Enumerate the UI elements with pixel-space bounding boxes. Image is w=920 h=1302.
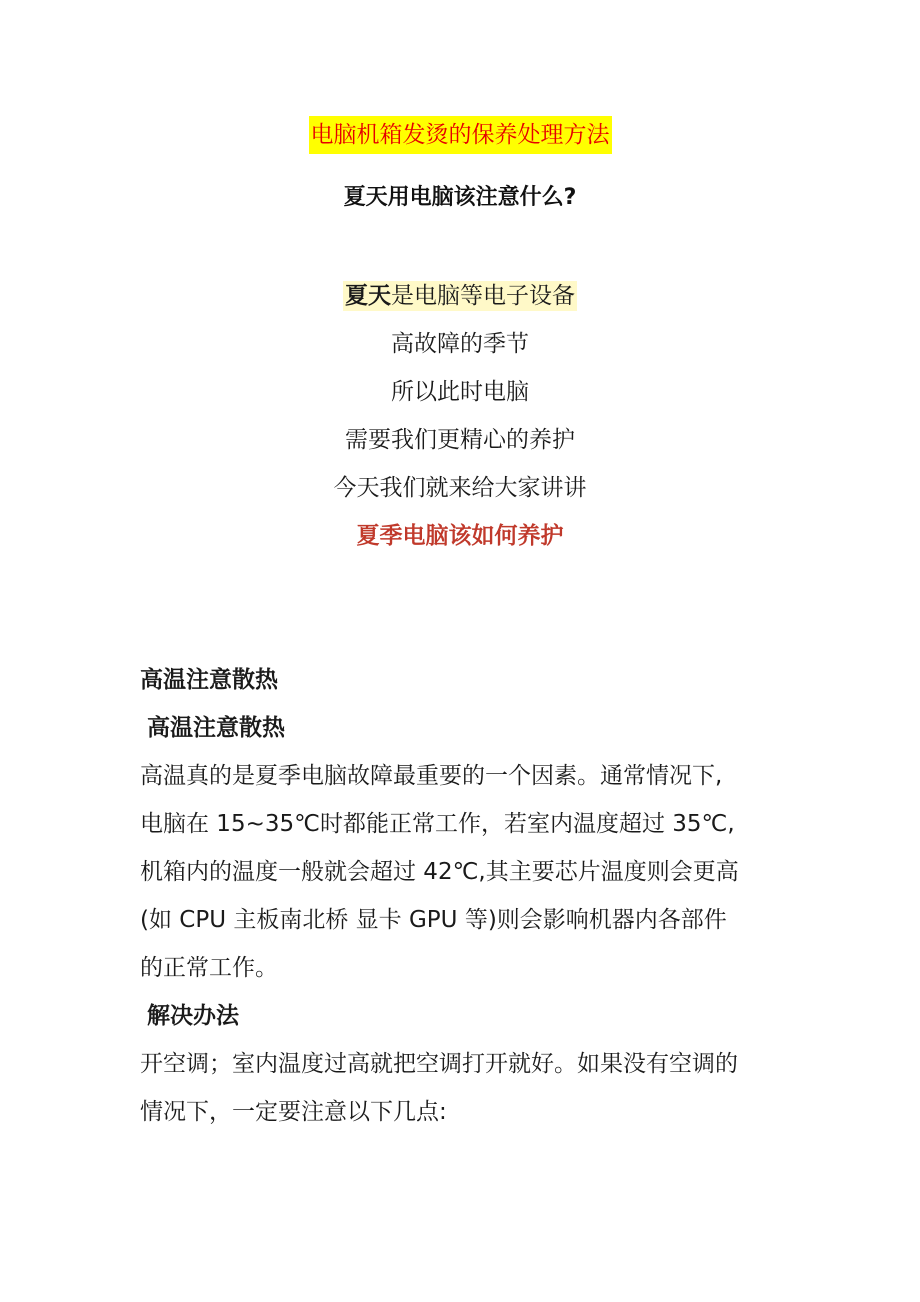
intro-line: 高故障的季节	[391, 331, 529, 357]
paragraph-line: 电脑在 15~35℃时都能正常工作，若室内温度超过 35℃,	[140, 811, 735, 837]
paragraph-line: 机箱内的温度一般就会超过 42℃,其主要芯片温度则会更高	[140, 859, 739, 885]
intro-line-1	[0, 272, 920, 320]
solution-line: 开空调；室内温度过高就把空调打开就好。如果没有空调的	[140, 1051, 738, 1077]
section-heat	[140, 656, 800, 1136]
intro-block	[0, 272, 920, 560]
paragraph-line: 高温真的是夏季电脑故障最重要的一个因素。通常情况下,	[140, 763, 723, 789]
paragraph-line: 的正常工作。	[140, 955, 278, 981]
intro-first-rest: 是电脑等电子设备	[391, 283, 575, 309]
intro-line: 今天我们就来给大家讲讲	[333, 475, 587, 501]
section-subheading: 高温注意散热	[147, 715, 285, 741]
document-title	[0, 116, 920, 154]
solution-line: 情况下，一定要注意以下几点:	[140, 1099, 447, 1125]
document-subtitle: 夏天用电脑该注意什么?	[343, 185, 577, 210]
intro-line: 所以此时电脑	[391, 379, 529, 405]
title-highlighted-text: 电脑机箱发烫的保养处理方法	[309, 116, 612, 154]
paragraph-line: (如 CPU 主板南北桥 显卡 GPU 等)则会影响机器内各部件	[140, 907, 727, 933]
intro-line: 需要我们更精心的养护	[345, 427, 575, 453]
intro-highlight-line: 夏季电脑该如何养护	[356, 523, 564, 549]
intro-bold-word: 夏天	[345, 283, 391, 309]
solution-heading: 解决办法	[147, 1003, 239, 1029]
intro-highlight	[343, 281, 577, 311]
section-heading: 高温注意散热	[140, 667, 278, 693]
